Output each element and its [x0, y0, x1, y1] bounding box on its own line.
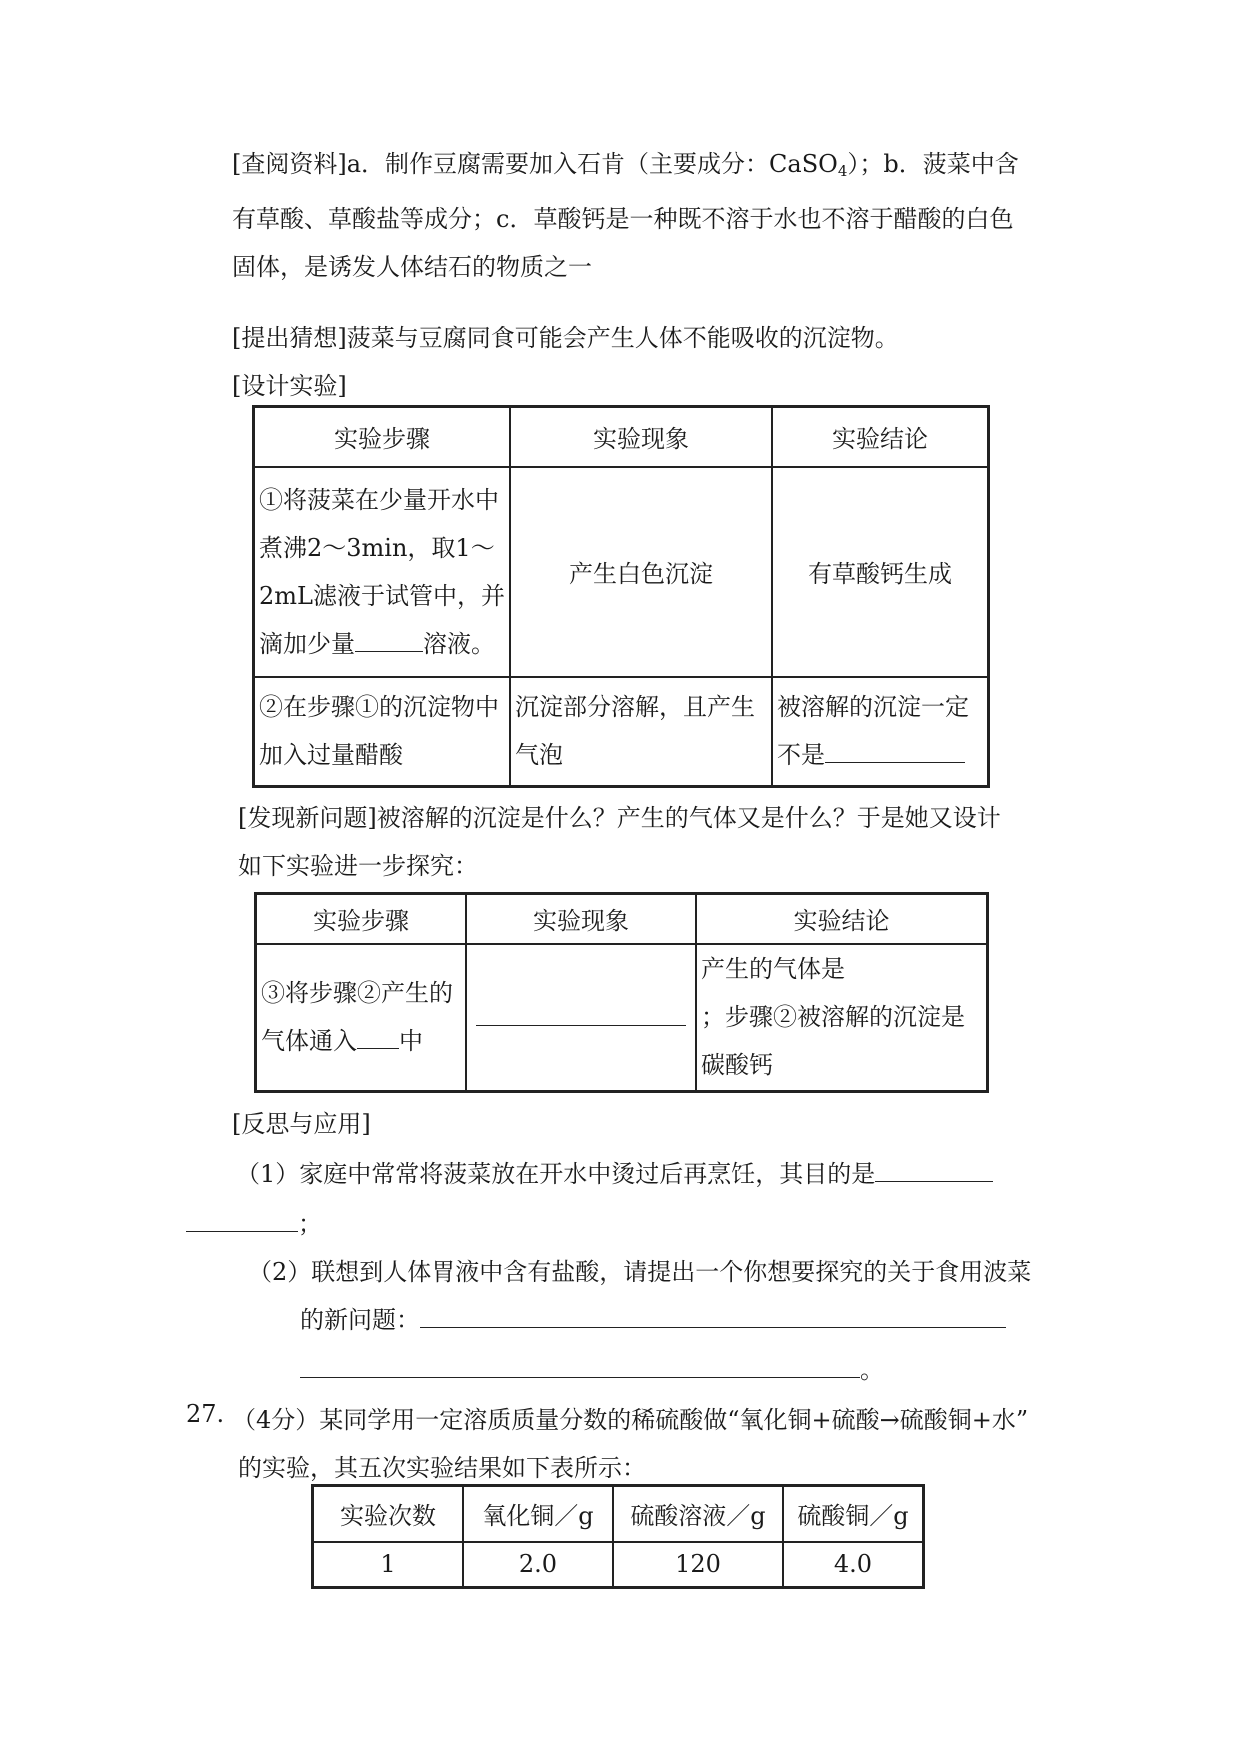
table-cell: 120	[613, 1542, 783, 1588]
phenomenon-cell: 产生白色沉淀	[510, 467, 772, 677]
question-27-line1: （4分）某同学用一定溶质质量分数的稀硫酸做“氧化铜+硫酸→硫酸铜+水”	[232, 1406, 1029, 1434]
question-27-line2: 的实验，其五次实验结果如下表所示：	[238, 1454, 646, 1482]
header-cell: 实验现象	[510, 407, 772, 467]
answer-blank[interactable]	[825, 740, 965, 763]
step-cell: ③将步骤②产生的气体通入 中	[256, 944, 467, 1092]
reflection-question-2-line2: 的新问题：	[300, 1300, 1006, 1335]
table-header-row	[254, 407, 989, 467]
answer-blank[interactable]	[300, 1355, 860, 1378]
reflection-question-1: （1）家庭中常常将菠菜放在开水中烫过后再烹饪，其目的是	[236, 1154, 993, 1189]
table-row	[254, 677, 989, 787]
conclusion-cell: 产生的气体是 ；步骤②被溶解的沉淀是碳酸钙	[696, 944, 988, 1092]
table-cell: 4.0	[783, 1542, 924, 1588]
phenomenon-cell	[466, 944, 696, 1092]
answer-blank[interactable]	[186, 1209, 298, 1232]
lookup-paragraph: [查阅资料]a．制作豆腐需要加入石肯（主要成分：CaSO$_4$）；b．菠菜中含 有草酸、草酸盐等成分；c．草酸钙是一种既不溶于水也不溶于醋酸的白色 固体，是诱发人体结石的物质之一	[232, 150, 1019, 281]
design-label: [设计实验]	[232, 372, 347, 400]
reflection-question-2: （2）联想到人体胃液中含有盐酸，请提出一个你想要探究的关于食用波菜	[248, 1258, 1032, 1286]
hypothesis-paragraph: [提出猜想]菠菜与豆腐同食可能会产生人体不能吸收的沉淀物。	[232, 324, 899, 352]
lookup-label: [查阅资料]	[232, 150, 347, 178]
results-table	[311, 1484, 925, 1589]
table-cell: 2.0	[463, 1542, 613, 1588]
header-cell: 实验结论	[696, 894, 988, 944]
new-question-paragraph: [发现新问题]被溶解的沉淀是什么？产生的气体又是什么？于是她又设计 如下实验进一步探究：	[238, 804, 1001, 880]
conclusion-cell: 被溶解的沉淀一定不是	[772, 677, 989, 787]
table-header-row	[313, 1486, 924, 1542]
answer-blank[interactable]	[476, 1003, 686, 1026]
header-cell: 实验步骤	[256, 894, 467, 944]
hypothesis-label: [提出猜想]	[232, 324, 347, 352]
header-cell: 实验结论	[772, 407, 989, 467]
header-cell: 实验次数	[313, 1486, 464, 1542]
step-cell: ②在步骤①的沉淀物中加入过量醋酸	[254, 677, 511, 787]
reflection-label: [反思与应用]	[232, 1110, 371, 1138]
experiment-table-2	[254, 892, 989, 1093]
phenomenon-cell: 沉淀部分溶解，且产生气泡	[510, 677, 772, 787]
question-number: 27.	[186, 1400, 225, 1428]
header-cell: 氧化铜／g	[463, 1486, 613, 1542]
answer-blank[interactable]	[357, 1026, 399, 1049]
table-row	[254, 467, 989, 677]
header-cell: 硫酸铜／g	[783, 1486, 924, 1542]
new-question-label: [发现新问题]	[238, 804, 377, 832]
reflection-question-2-line3: 。	[300, 1350, 884, 1385]
conclusion-cell: 有草酸钙生成	[772, 467, 989, 677]
header-cell: 硫酸溶液／g	[613, 1486, 783, 1542]
answer-blank[interactable]	[355, 629, 423, 652]
table-cell: 1	[313, 1542, 464, 1588]
header-cell: 实验现象	[466, 894, 696, 944]
reflection-question-1-continued: ；	[186, 1204, 322, 1239]
answer-blank[interactable]	[875, 1159, 993, 1182]
table-header-row	[256, 894, 988, 944]
answer-blank[interactable]	[420, 1305, 1006, 1328]
experiment-table-1	[252, 405, 990, 788]
table-row	[313, 1542, 924, 1588]
table-row	[256, 944, 988, 1092]
step-cell: ①将菠菜在少量开水中煮沸2～3min，取1～2mL滤液于试管中，并滴加少量 溶液。	[254, 467, 511, 677]
header-cell: 实验步骤	[254, 407, 511, 467]
